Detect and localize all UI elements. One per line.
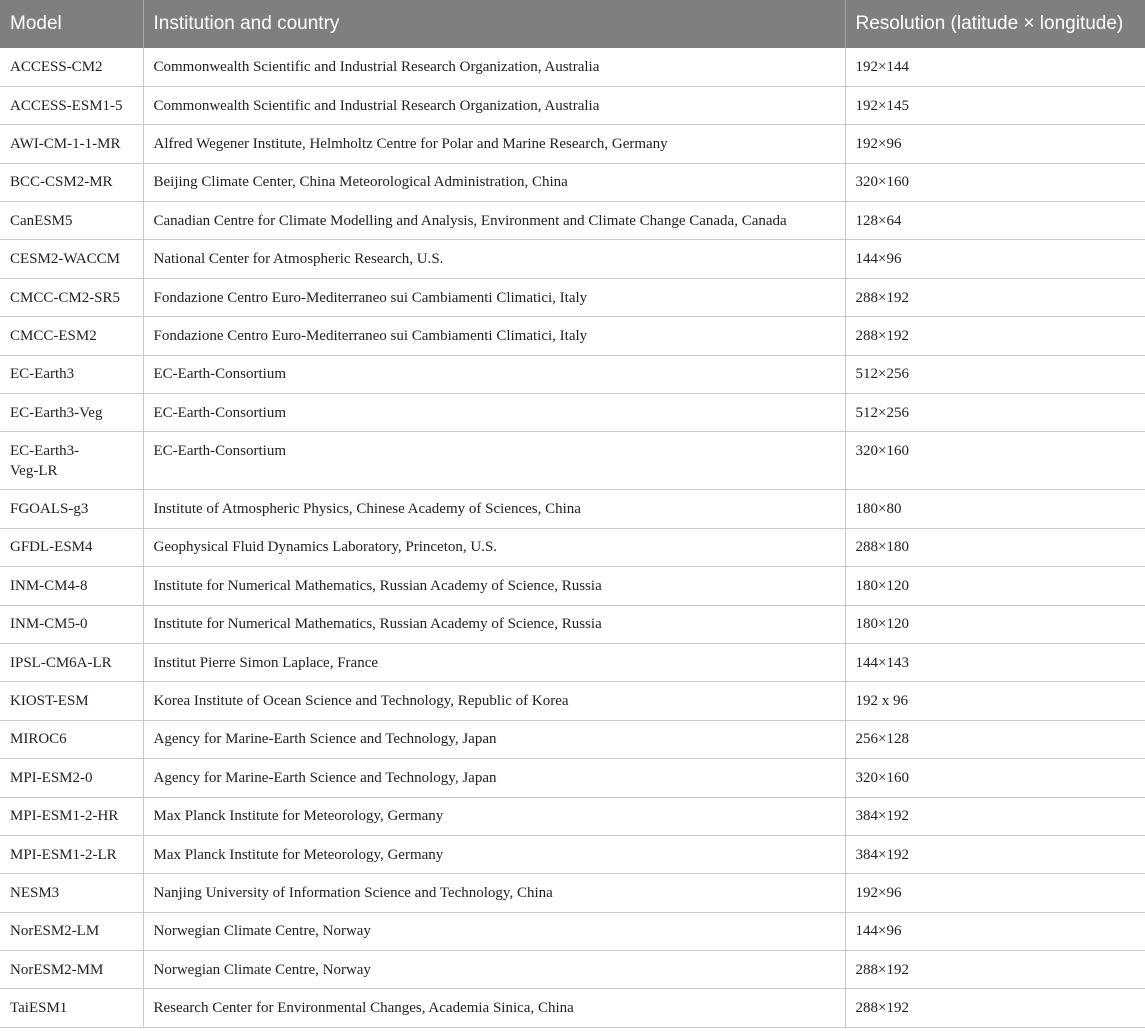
table-row xyxy=(0,835,1145,873)
institution-cell: Beijing Climate Center, China Meteorological Administration, China xyxy=(143,163,845,201)
table-row xyxy=(0,394,1145,432)
table-row xyxy=(0,874,1145,912)
institution-cell: Fondazione Centro Euro-Mediterraneo sui Cambiamenti Climatici, Italy xyxy=(143,278,845,316)
table-row xyxy=(0,432,1145,490)
model-cell: KIOST-ESM xyxy=(0,682,143,720)
table-row xyxy=(0,48,1145,86)
resolution-cell: 288×192 xyxy=(845,989,1145,1027)
institution-cell: Geophysical Fluid Dynamics Laboratory, Princeton, U.S. xyxy=(143,528,845,566)
resolution-cell: 512×256 xyxy=(845,394,1145,432)
institution-cell: Norwegian Climate Centre, Norway xyxy=(143,912,845,950)
table-row xyxy=(0,490,1145,528)
resolution-cell: 192 x 96 xyxy=(845,682,1145,720)
institution-cell: Alfred Wegener Institute, Helmholtz Centre for Polar and Marine Research, Germany xyxy=(143,125,845,163)
model-cell: CanESM5 xyxy=(0,202,143,240)
table-row xyxy=(0,912,1145,950)
institution-cell: Institute for Numerical Mathematics, Russian Academy of Science, Russia xyxy=(143,605,845,643)
table-row xyxy=(0,202,1145,240)
institution-cell: Commonwealth Scientific and Industrial Research Organization, Australia xyxy=(143,86,845,124)
resolution-cell: 144×143 xyxy=(845,643,1145,681)
model-cell: CESM2-WACCM xyxy=(0,240,143,278)
table-row xyxy=(0,720,1145,758)
institution-cell: Korea Institute of Ocean Science and Technology, Republic of Korea xyxy=(143,682,845,720)
model-cell: GFDL-ESM4 xyxy=(0,528,143,566)
model-cell: MIROC6 xyxy=(0,720,143,758)
resolution-cell: 320×160 xyxy=(845,759,1145,797)
resolution-cell: 192×96 xyxy=(845,125,1145,163)
table-row xyxy=(0,951,1145,989)
table-row xyxy=(0,605,1145,643)
institution-cell: Norwegian Climate Centre, Norway xyxy=(143,951,845,989)
table-row xyxy=(0,86,1145,124)
model-cell: BCC-CSM2-MR xyxy=(0,163,143,201)
table-row xyxy=(0,567,1145,605)
institution-cell: Fondazione Centro Euro-Mediterraneo sui Cambiamenti Climatici, Italy xyxy=(143,317,845,355)
institution-cell: Institut Pierre Simon Laplace, France xyxy=(143,643,845,681)
institution-cell: EC-Earth-Consortium xyxy=(143,394,845,432)
model-cell xyxy=(0,432,143,490)
resolution-cell: 192×145 xyxy=(845,86,1145,124)
resolution-cell: 144×96 xyxy=(845,240,1145,278)
table-row xyxy=(0,797,1145,835)
table-body xyxy=(0,48,1145,1027)
table-row xyxy=(0,682,1145,720)
institution-cell: Agency for Marine-Earth Science and Technology, Japan xyxy=(143,759,845,797)
model-name-line: EC-Earth3- xyxy=(10,443,80,460)
resolution-cell: 288×180 xyxy=(845,528,1145,566)
resolution-cell: 384×192 xyxy=(845,835,1145,873)
model-name-line: Veg-LR xyxy=(10,463,58,480)
institution-cell: EC-Earth-Consortium xyxy=(143,355,845,393)
institution-cell: Institute for Numerical Mathematics, Russian Academy of Science, Russia xyxy=(143,567,845,605)
institution-cell: EC-Earth-Consortium xyxy=(143,432,845,490)
resolution-cell: 192×144 xyxy=(845,48,1145,86)
table-row xyxy=(0,163,1145,201)
model-cell: NorESM2-LM xyxy=(0,912,143,950)
resolution-cell: 180×120 xyxy=(845,605,1145,643)
table-row xyxy=(0,355,1145,393)
model-cell: NESM3 xyxy=(0,874,143,912)
institution-cell: Nanjing University of Information Science and Technology, China xyxy=(143,874,845,912)
resolution-cell: 320×160 xyxy=(845,432,1145,490)
table-row xyxy=(0,125,1145,163)
model-cell: TaiESM1 xyxy=(0,989,143,1027)
resolution-cell: 288×192 xyxy=(845,278,1145,316)
model-cell: INM-CM4-8 xyxy=(0,567,143,605)
table-row xyxy=(0,528,1145,566)
resolution-cell: 288×192 xyxy=(845,951,1145,989)
table-row xyxy=(0,278,1145,316)
table-header xyxy=(0,0,1145,48)
model-cell: EC-Earth3-Veg xyxy=(0,394,143,432)
resolution-cell: 180×80 xyxy=(845,490,1145,528)
institution-cell: Agency for Marine-Earth Science and Technology, Japan xyxy=(143,720,845,758)
institution-cell: Commonwealth Scientific and Industrial Research Organization, Australia xyxy=(143,48,845,86)
model-cell: FGOALS-g3 xyxy=(0,490,143,528)
model-cell: MPI-ESM1-2-HR xyxy=(0,797,143,835)
table-row xyxy=(0,240,1145,278)
table-row xyxy=(0,989,1145,1027)
resolution-cell: 512×256 xyxy=(845,355,1145,393)
resolution-cell: 144×96 xyxy=(845,912,1145,950)
institution-cell: Canadian Centre for Climate Modelling and Analysis, Environment and Climate Change Canada, Canada xyxy=(143,202,845,240)
institution-cell: Institute of Atmospheric Physics, Chinese Academy of Sciences, China xyxy=(143,490,845,528)
model-cell: EC-Earth3 xyxy=(0,355,143,393)
resolution-cell: 384×192 xyxy=(845,797,1145,835)
resolution-cell: 256×128 xyxy=(845,720,1145,758)
model-cell: AWI-CM-1-1-MR xyxy=(0,125,143,163)
resolution-cell: 192×96 xyxy=(845,874,1145,912)
header-resolution: Resolution (latitude × longitude) xyxy=(855,13,1124,34)
model-cell: IPSL-CM6A-LR xyxy=(0,643,143,681)
header-row xyxy=(0,0,1145,48)
model-cell: CMCC-ESM2 xyxy=(0,317,143,355)
table-row xyxy=(0,317,1145,355)
model-cell: ACCESS-CM2 xyxy=(0,48,143,86)
model-cell: INM-CM5-0 xyxy=(0,605,143,643)
resolution-cell: 320×160 xyxy=(845,163,1145,201)
institution-cell: Max Planck Institute for Meteorology, Germany xyxy=(143,835,845,873)
model-cell: NorESM2-MM xyxy=(0,951,143,989)
resolution-cell: 180×120 xyxy=(845,567,1145,605)
resolution-cell: 128×64 xyxy=(845,202,1145,240)
model-cell: ACCESS-ESM1-5 xyxy=(0,86,143,124)
model-cell: CMCC-CM2-SR5 xyxy=(0,278,143,316)
table-row xyxy=(0,759,1145,797)
table-row xyxy=(0,643,1145,681)
institution-cell: National Center for Atmospheric Research, U.S. xyxy=(143,240,845,278)
institution-cell: Research Center for Environmental Changes, Academia Sinica, China xyxy=(143,989,845,1027)
model-cell: MPI-ESM2-0 xyxy=(0,759,143,797)
model-cell: MPI-ESM1-2-LR xyxy=(0,835,143,873)
header-institution: Institution and country xyxy=(143,0,845,48)
resolution-cell: 288×192 xyxy=(845,317,1145,355)
header-model: Model xyxy=(0,0,143,48)
institution-cell: Max Planck Institute for Meteorology, Germany xyxy=(143,797,845,835)
